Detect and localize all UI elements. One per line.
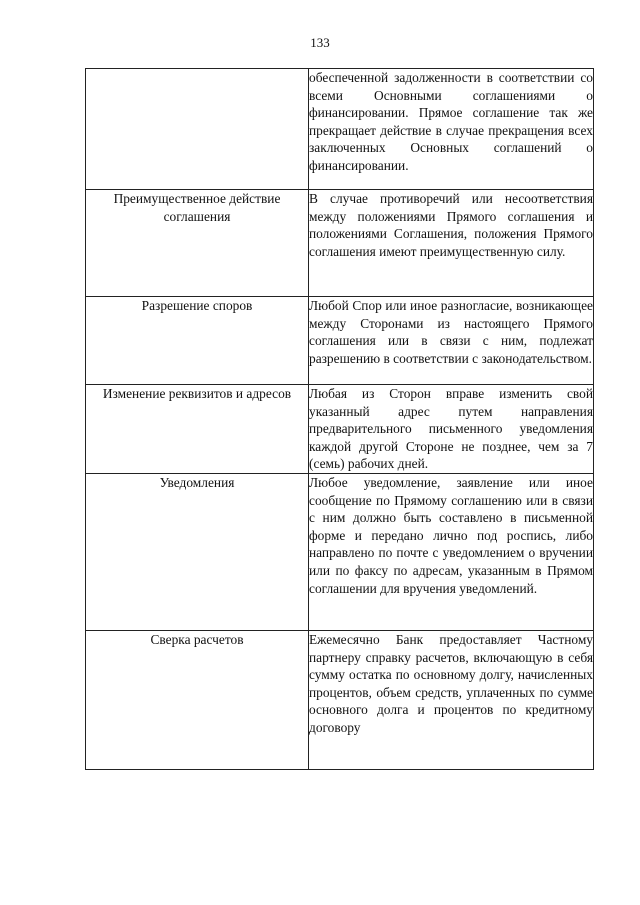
term-cell <box>86 69 309 190</box>
term-cell: Сверка расчетов <box>86 630 309 769</box>
term-cell: Преимущественное действие соглашения <box>86 190 309 297</box>
table-row <box>86 385 594 474</box>
description-text: Любая из Сторон вправе изменить свой указанный адрес путем направления предварительного письменного уведомления каждой другой Стороне не позднее, чем за 7 (семь) рабочих дней. <box>309 386 593 472</box>
table-row <box>86 630 594 769</box>
term-cell: Разрешение споров <box>86 297 309 385</box>
description-text: Любой Спор или иное разногласие, возникающее между Сторонами из настоящего Прямого соглашения или в связи с ним, подлежат разрешению в соответствии с законодательством. <box>309 298 593 366</box>
table-row <box>86 190 594 297</box>
description-cell <box>309 385 594 474</box>
description-cell <box>309 190 594 297</box>
description-text: Любое уведомление, заявление или иное сообщение по Прямому соглашению или в связи с ним должно быть составлено в письменной форме и передано лично под роспись, либо направлено по почте с уведомлением о вручении или по факсу по адресам, указанным в Прямом соглашении для вручения уведомлений. <box>309 474 593 596</box>
description-text: обеспеченной задолженности в соответствии со всеми Основными соглашениями о финансировании. Прямое соглашение так же прекращает действие в случае прекращения всех заключенных Основных соглашений о финансировании. <box>309 70 593 173</box>
description-cell <box>309 473 594 630</box>
description-text: В случае противоречий или несоответствия между положениями Прямого соглашения и положениями Соглашения, положения Прямого соглашения имеют преимущественную силу. <box>309 191 593 259</box>
table-row <box>86 473 594 630</box>
description-cell <box>309 630 594 769</box>
description-cell <box>309 297 594 385</box>
table-row <box>86 69 594 190</box>
term-cell: Изменение реквизитов и адресов <box>86 385 309 474</box>
term-cell: Уведомления <box>86 473 309 630</box>
page-number: 133 <box>310 35 330 50</box>
table-row <box>86 297 594 385</box>
description-text: Ежемесячно Банк предоставляет Частному партнеру справку расчетов, включающую в себя сумму остатка по основному долгу, начисленных процентов, объем средств, уплаченных по сумме основного долга и процентов по кредитному договору <box>309 631 593 735</box>
agreement-terms-table <box>85 68 594 770</box>
description-cell <box>309 69 594 190</box>
